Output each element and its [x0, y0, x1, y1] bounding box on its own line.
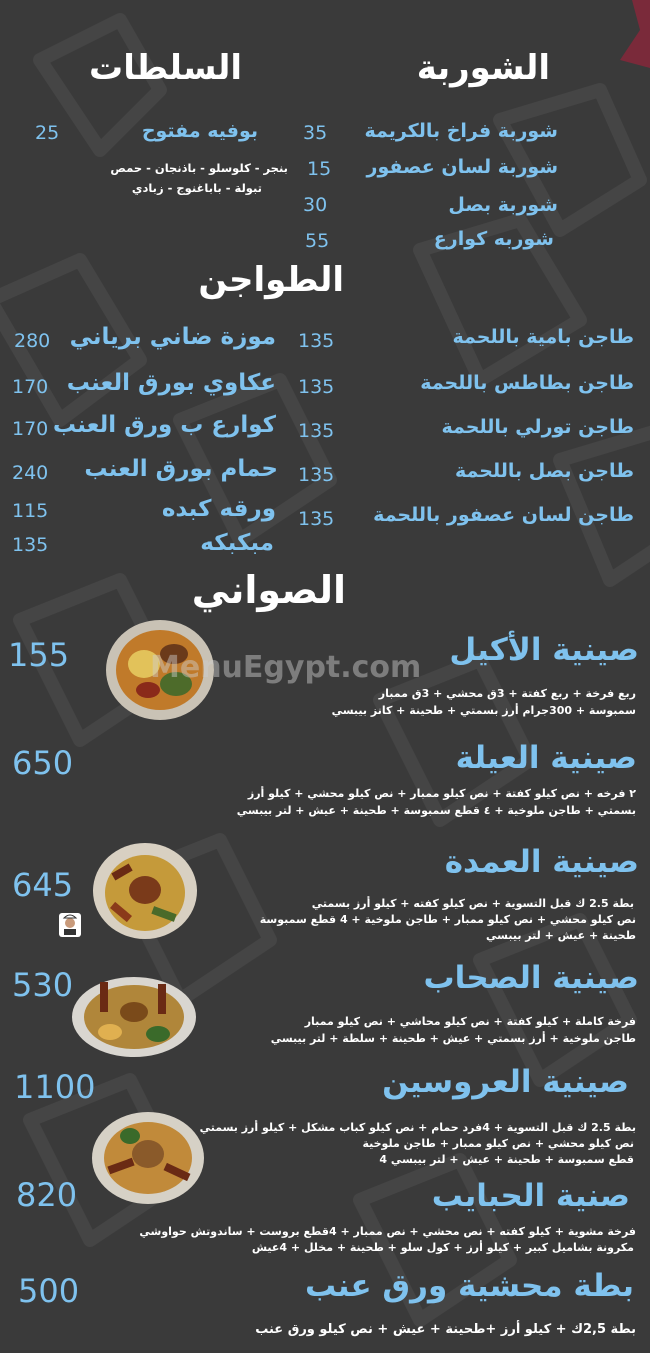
tray-price: 645 [12, 866, 74, 904]
soup-item-price: 30 [303, 194, 328, 216]
tray-description: ربع فرخة + ربع كفتة + 3ق محشي + 3ق ممبار [378, 687, 636, 700]
tray-price: 1100 [14, 1068, 96, 1106]
tagine-item-price: 280 [14, 330, 51, 352]
tagine-item-name: موزة ضاني برياني [69, 324, 276, 350]
tray-name: صينية العمدة [444, 844, 639, 880]
tray-price: 650 [12, 744, 74, 782]
tagine-item-price: 170 [12, 418, 49, 440]
soup-item-price: 55 [305, 230, 330, 252]
tray-description: فرخة مشوية + كيلو كفته + نص محشي + نص ممبار + 4قطع بروست + ساندوتش حواوشي [139, 1225, 636, 1238]
tagine-item-price: 135 [298, 464, 335, 486]
tagine-item-name: طاجن تورلي باللحمة [441, 416, 634, 438]
soups-title: الشوربة [416, 48, 550, 88]
tray-price: 500 [18, 1272, 80, 1310]
tray-description: بسمتي + طاجن ملوخية + ٤ قطع سمبوسة + طحينة + عيش + لتر بيبسي [236, 804, 636, 817]
tray-name: صنية الحبايب [431, 1178, 630, 1214]
tray-description: بطة 2.5 ك قبل التسوية + 4فرد حمام + نص كيلو كباب مشكل + كيلو أرز بسمتي [199, 1121, 636, 1134]
tagine-item-name: طاجن بامية باللحمة [452, 326, 634, 348]
tray-name: صينية العيلة [455, 740, 637, 776]
tagine-item-name: كوارع ب ورق العنب [52, 412, 276, 438]
tray-name: صينية الأكيل [449, 632, 639, 668]
tray-description: قطع سمبوسة + طحينة + عيش + لتر بيبسي 4 [379, 1153, 634, 1166]
tagine-item-name: ورقه كبده [161, 496, 276, 522]
tray-price: 530 [12, 966, 74, 1004]
tagines-title: الطواجن [198, 260, 344, 300]
tagine-item-name: طاجن بطاطس باللحمة [420, 372, 634, 394]
chef-icon [58, 912, 82, 938]
watermark: MenuEgypt.com [150, 650, 422, 685]
soup-item-price: 35 [303, 122, 328, 144]
tagine-item-name: مبكبكه [200, 530, 274, 556]
tagine-item-price: 135 [298, 376, 335, 398]
tagine-item-price: 135 [298, 330, 335, 352]
tray-description: ٢ فرخه + نص كيلو كفتة + نص كيلو ممبار + نص كيلو محشي + كيلو أرز [247, 787, 636, 800]
tagine-item-name: عكاوي بورق العنب [66, 370, 276, 396]
tray-description: طحينة + عيش + لتر بيبسي [486, 929, 636, 942]
salads-title: السلطات [89, 48, 242, 88]
tagine-item-price: 240 [12, 462, 49, 484]
trays-title: الصواني [191, 568, 346, 612]
tagine-item-price: 135 [12, 534, 49, 556]
tray-description: فرخة كاملة + كيلو كفتة + نص كيلو محاشي + نص كيلو ممبار [304, 1015, 636, 1028]
corner-decoration-icon [620, 0, 650, 70]
buffet-price: 25 [35, 122, 60, 144]
soup-item-name: شوربة بصل [448, 194, 558, 216]
tagine-item-price: 135 [298, 420, 335, 442]
buffet-description: بنجر - كلوسلو - باذنجان - حمص [110, 161, 288, 175]
tray-description: نص كيلو محشي + نص كيلو ممبار + طاجن ملوخية [362, 1137, 634, 1150]
tagine-item-price: 170 [12, 376, 49, 398]
tray-description: مكرونة بشاميل كبير + كيلو أرز + كول سلو + طحينة + مخلل + 4عيش [251, 1241, 634, 1254]
tagine-item-name: طاجن لسان عصفور باللحمة [373, 504, 634, 526]
tray-description: بطة 2,5ك + كيلو أرز +طحينة + عيش + نص كيلو ورق عنب [255, 1322, 636, 1337]
dish-photo-icon [92, 838, 198, 944]
tray-description: طاجن ملوخية + أرز بسمتي + عيش + طحينة + سلطة + لتر بيبسي [270, 1032, 636, 1045]
tray-price: 155 [8, 636, 70, 674]
buffet-name: بوفيه مفتوح [141, 120, 258, 142]
tray-description: نص كيلو محشي + نص كيلو ممبار + طاجن ملوخية + 4 قطع سمبوسة [259, 913, 636, 926]
soup-item-name: شوربه كوارع [433, 228, 554, 250]
dish-photo-icon [90, 1106, 206, 1206]
tray-name: بطة محشية ورق عنب [304, 1268, 634, 1304]
soup-item-name: شوربة فراخ بالكريمة [364, 120, 558, 142]
tagine-item-price: 135 [298, 508, 335, 530]
tray-price: 820 [16, 1176, 78, 1214]
tray-description: بطة 2.5 ك قبل التسوية + نص كيلو كفته + كيلو أرز بسمتي [311, 897, 634, 910]
buffet-description: تبولة - باباغنوج - زبادي [131, 181, 262, 195]
tagine-item-name: طاجن بصل باللحمة [455, 460, 634, 482]
tray-name: صينية الصحاب [423, 960, 639, 996]
soup-item-price: 15 [307, 158, 332, 180]
tray-description: سمبوسة + 300جرام أرز بسمتي + طحينة + كانز بيبسي [331, 704, 636, 717]
tray-name: صينية العروسين [382, 1064, 629, 1100]
soup-item-name: شوربة لسان عصفور [366, 156, 558, 178]
tagine-item-name: حمام بورق العنب [84, 456, 278, 482]
dish-photo-icon [70, 972, 198, 1058]
tagine-item-price: 115 [12, 500, 49, 522]
